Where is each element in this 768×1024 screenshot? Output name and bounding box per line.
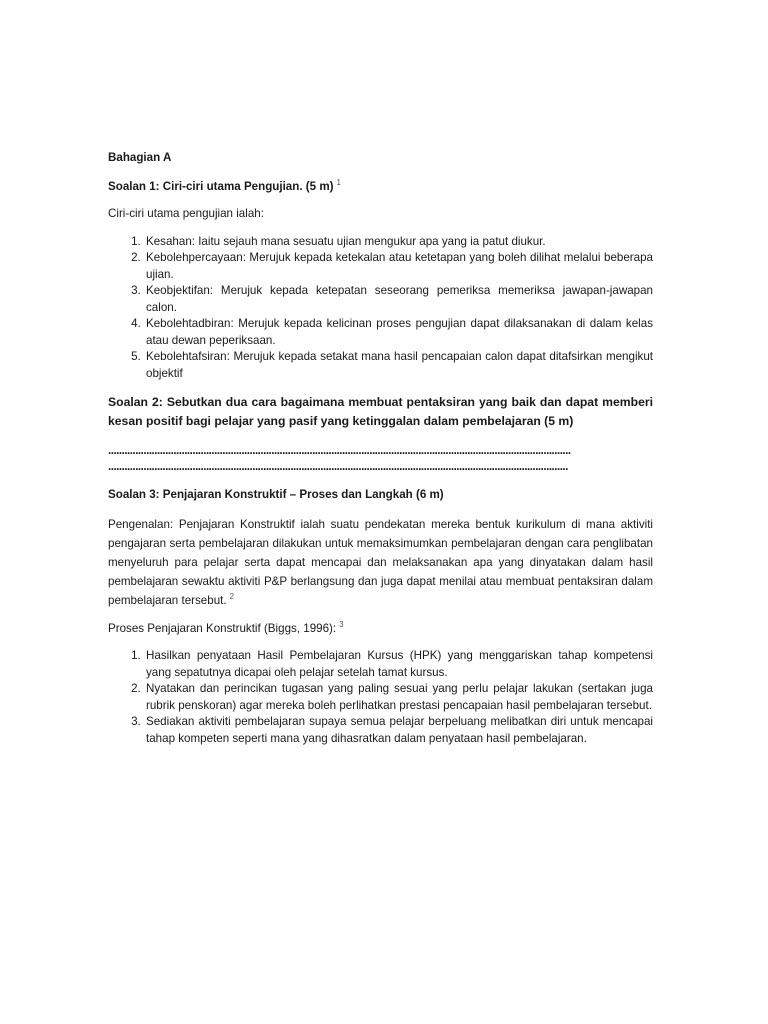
document-content: [108, 150, 653, 758]
footnote-mark: 3: [339, 619, 344, 629]
footnote-mark: 1: [336, 177, 341, 187]
question-3-intro: [108, 515, 653, 610]
section-title: Bahagian A: [108, 151, 172, 164]
question-1-heading-text: Soalan 1: Ciri-ciri utama Pengujian. (5 m): [108, 179, 334, 193]
process-label-text: Proses Penjajaran Konstruktif (Biggs, 1996):: [108, 621, 337, 635]
question-1-intro: Ciri-ciri utama pengujian ialah:: [108, 207, 264, 220]
list-item: 5. Kebolehtafsiran: Merujuk kepada setakat mana hasil pencapaian calon dapat ditafsirkan mengikut objektif: [144, 349, 653, 382]
question-1-heading: [108, 179, 653, 196]
list-item: 1. Kesahan: Iaitu sejauh mana sesuatu ujian mengukur apa yang ia patut diukur.: [144, 234, 653, 251]
list-item: 3. Keobjektifan: Merujuk kepada ketepatan seseorang pemeriksa memeriksa jawapan-jawapan calon.: [144, 283, 653, 316]
process-label: [108, 621, 653, 638]
answer-dotted-line: .........................................................................................................................................................................: [108, 460, 568, 473]
question-2-heading: Soalan 2: Sebutkan dua cara bagaimana membuat pentaksiran yang baik dan dapat memberi kesan positif bagi pelajar yang pasif yang ketinggalan dalam pembelajaran (5 m): [108, 395, 653, 428]
question-3-intro-text: Pengenalan: Penjajaran Konstruktif ialah suatu pendekatan mereka bentuk kurikulum di mana aktiviti pengajaran serta pembelajaran dilakukan untuk memaksimumkan pembelajaran dengan cara penglibatan menyeluruh para pelajar serta dapat mencapai dan melaksanakan apa yang dinyatakan dalam hasil pembelajaran sewaktu aktiviti P&P berlangsung dan juga dapat menilai atau membuat pentaksiran dalam pembelajaran tersebut.: [108, 517, 653, 607]
list-item: 2. Nyatakan dan perincikan tugasan yang paling sesuai yang perlu pelajar lakukan (sertakan juga rubrik penskoran) agar mereka boleh perlihatkan prestasi pencapaian hasil pembelajaran tersebut.: [144, 681, 653, 714]
footnote-mark: 2: [229, 591, 235, 601]
list-item: 4. Kebolehtadbiran: Merujuk kepada kelicinan proses pengujian dapat dilaksanakan di dalam kelas atau dewan peperiksaan.: [144, 316, 653, 349]
answer-lines: [108, 443, 653, 475]
question-1-list: [108, 234, 653, 383]
answer-dotted-line: ..........................................................................................................................................................................: [108, 444, 571, 457]
list-item: 2. Kebolehpercayaan: Merujuk kepada ketekalan atau ketetapan yang boleh dilihat melalui beberapa ujian.: [144, 250, 653, 283]
question-3-heading: Soalan 3: Penjajaran Konstruktif – Proses dan Langkah (6 m): [108, 488, 444, 501]
list-item: 1. Hasilkan penyataan Hasil Pembelajaran Kursus (HPK) yang menggariskan tahap kompetensi yang sepatutnya dicapai oleh pelajar setelah tamat kursus.: [144, 648, 653, 681]
list-item: 3. Sediakan aktiviti pembelajaran supaya semua pelajar berpeluang melibatkan diri untuk mencapai tahap kompeten seperti mana yang dihasratkan dalam penyataan hasil pembelajaran.: [144, 714, 653, 747]
question-3-list: [108, 648, 653, 747]
